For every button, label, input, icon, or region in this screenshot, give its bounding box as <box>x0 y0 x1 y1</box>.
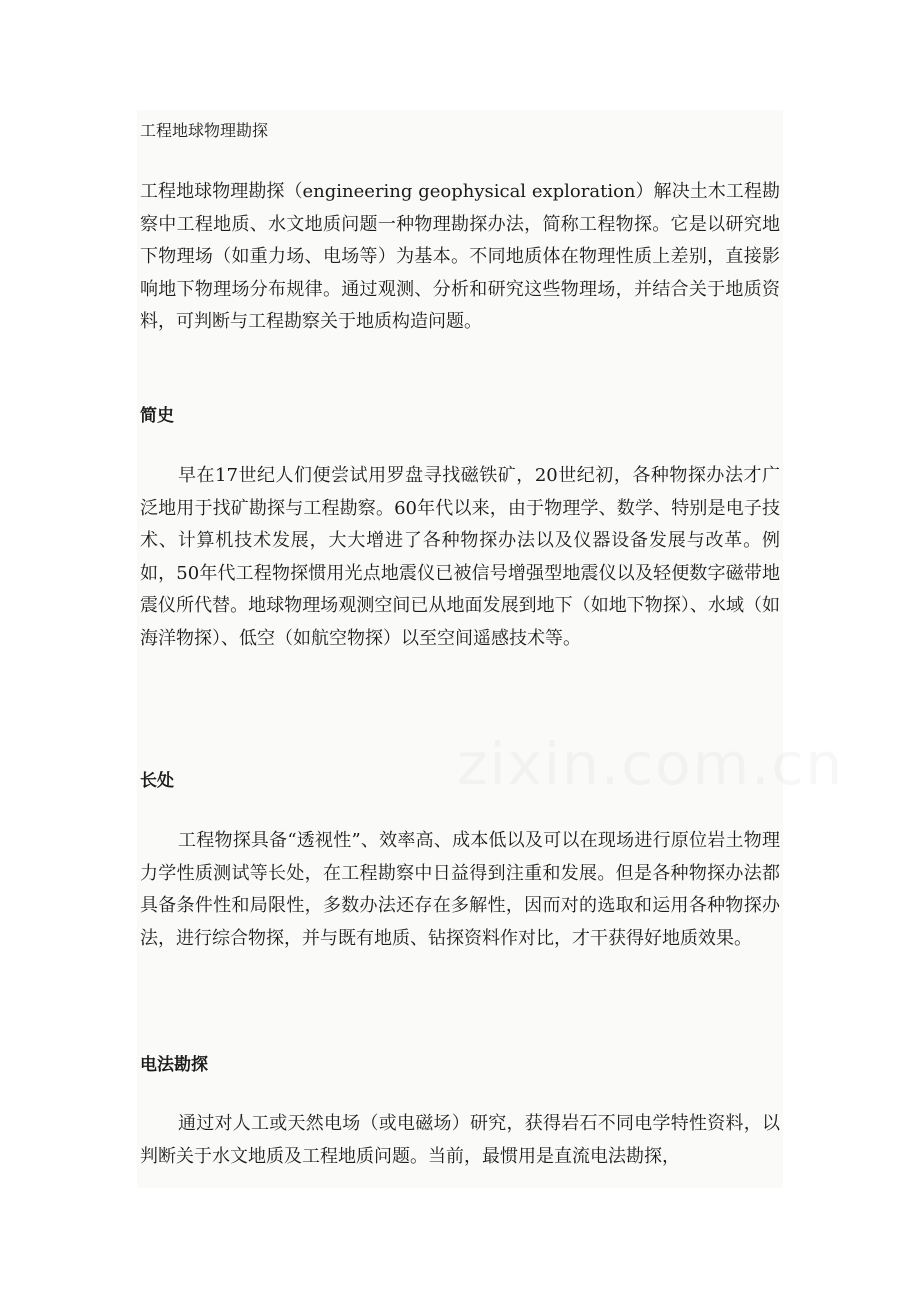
section-heading-history: 简史 <box>140 406 174 426</box>
intro-paragraph: 工程地球物理勘探（engineering geophysical exploration）解决土木工程勘察中工程地质、水文地质问题一种物理勘探办法，简称工程物探。它是以研究地下物理场（如重力场、电场等）为基本。不同地质体在物理性质上差别，直接影响地下物理场分布规律。通过观测、分析和研究这些物理场，并结合关于地质资料，可判断与工程勘察关于地质构造问题。 <box>140 181 780 333</box>
section-heading-advantages: 长处 <box>140 771 174 791</box>
section-body-electrical: 通过对人工或天然电场（或电磁场）研究，获得岩石不同电学特性资料，以判断关于水文地质及工程地质问题。当前，最惯用是直流电法勘探， <box>140 1113 780 1167</box>
watermark: zixin.com.cn <box>457 730 845 798</box>
section-body-history: 早在17世纪人们便尝试用罗盘寻找磁铁矿，20世纪初，各种物探办法才广泛地用于找矿勘探与工程勘察。60年代以来，由于物理学、数学、特别是电子技术、计算机技术发展，大大增进了各种物探办法以及仪器设备发展与改革。例如，50年代工程物探惯用光点地震仪已被信号增强型地震仪以及轻便数字磁带地震仪所代替。地球物理场观测空间已从地面发展到地下（如地下物探）、水域（如海洋物探）、低空（如航空物探）以至空间遥感技术等。 <box>140 465 780 649</box>
document-title: 工程地球物理勘探 <box>140 121 269 140</box>
section-heading-electrical: 电法勘探 <box>140 1055 208 1075</box>
section-body-advantages: 工程物探具备“透视性”、效率高、成本低以及可以在现场进行原位岩土物理力学性质测试等长处，在工程勘察中日益得到注重和发展。但是各种物探办法都具备条件性和局限性，多数办法还存在多解性，因而对的选取和运用各种物探办法，进行综合物探，并与既有地质、钻探资料作对比，才干获得好地质效果。 <box>140 830 780 949</box>
document-page <box>137 110 845 1188</box>
